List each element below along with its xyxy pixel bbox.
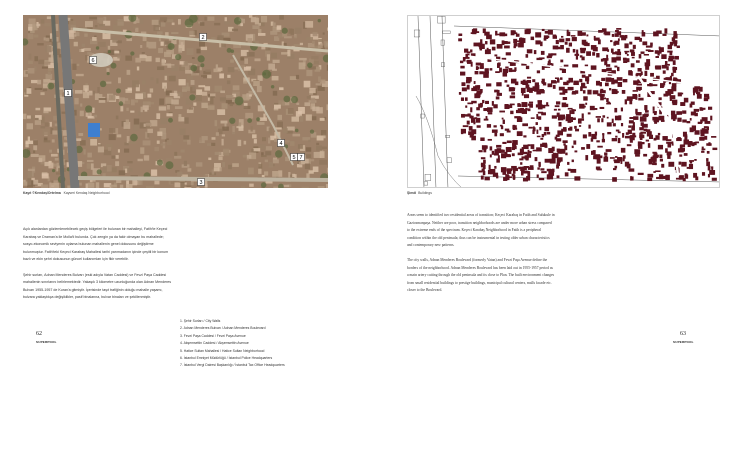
- legend-item: 4. Akşemsettin Caddesi / Akşemsettin Avenue: [180, 341, 249, 346]
- map-legend: [180, 318, 340, 370]
- running-head-right: SUPERPOOL: [673, 340, 694, 344]
- map-marker-7: [298, 154, 305, 162]
- svg-text:3: 3: [199, 180, 203, 186]
- right-page: [367, 0, 735, 459]
- legend-item: 3. Fevzi Paşa Caddesi / Fevzi Paşa Avenue: [180, 333, 246, 338]
- running-head-left: SUPERPOOL: [36, 340, 57, 344]
- map-marker-6: [90, 57, 97, 65]
- svg-text:4: 4: [279, 141, 283, 147]
- map-marker-2: [200, 34, 207, 42]
- plan-caption: [407, 191, 432, 195]
- legend-item: 6. İstanbul Emniyet Müdürlüğü / İstanbul Police Headquarters: [180, 356, 273, 361]
- left-page: [0, 0, 367, 459]
- svg-text:5: 5: [292, 155, 296, 161]
- photo-caption-text: Kayseri Kendaş Neighborhood: [63, 191, 110, 195]
- map-marker-3: [198, 179, 205, 187]
- legend-item: 2. Adnan Menderes Bulvarı / Adnan Menderes Boulevard: [180, 326, 266, 331]
- turkish-paragraph-2: Şehir surları, Adnan Menderes Bulvarı (eski adıyla Vatan Caddesi) ve Fevzi Paşa Caddesi mahallenin sınırlarını belirlemektedir. Yakaşık 3 kilometre uzunluğunda olan Adnan Menderes Bulvarı 1955-1957 de Kuran'a gitmiştir. İçerisinde taşıt trafiğinin olduğu mahalle yaşamı, bulvara yaklaştıkça değişiklikler, pasif binalarına, bulvar binaları ve şekillenmiştir.: [23, 272, 172, 300]
- page-number-right: 63: [680, 331, 686, 337]
- plan-caption-text: Buildings: [418, 191, 432, 195]
- figure-ground-plan: [407, 15, 720, 188]
- legend-item: 7. İstanbul Vergi Dairesi Başkanlığı / İstanbul Tax Office Headquarters: [180, 363, 285, 368]
- svg-text:2: 2: [201, 35, 205, 41]
- english-paragraph-1: Areas seem to identified two residential areas of transition; Keçeci Karabaş in Fatih and Sulukule in Gaziosmanpaşa. Neither are poor, transition neighborhoods are under more urban stress compared to the extreme ends of the spectrum. Keçeci Karabaş Neighborhood in Fatih is a peripheral condition within the old peninsula; thus can be instrumental in testing older urban characteristics and contemporary new patterns.: [407, 213, 555, 247]
- map-marker-4: [278, 140, 285, 148]
- photo-caption: [23, 191, 110, 195]
- turkish-paragraph-1: Açık alanlardan gözlemlenebilecek geçiş bölgeleri ile bulunan bir mahalleyi, Fatih'te Keçeci Karabaş ve Draman'a ile Molla'ti bulunda. Çok zengin ya da fakir olmayan bu mahallede; sosyo-ekonomik seviyenin oylama bulunan mahallenin genel dokusunu değiştirme bulunmuştur. Fatih'teki Keçeci Karabaş Mahallesi tarihi yarımadanın içinde çeşitli bir konum bazlı ve ekin şehri dokusunun güncel kullanımları için fikir verebilir.: [23, 227, 169, 262]
- turkish-body-text: [23, 226, 173, 310]
- english-paragraph-2: The city walls, Adnan Menderes Boulevard (formerly Vatan) and Fevzi Paşa Avenue define the borders of the neighborhood. Adnan Menderes Boulevard has been laid out in 1955-1957 period as a main artery cutting through the old peninsula and its close to Plan. The built environment changes from small residential buildings to prestige buildings, municipal cultural centers, malls facade etc. closer to the Boulevard.: [407, 258, 555, 292]
- svg-text:1: 1: [66, 91, 70, 97]
- plan-caption-bold: Şimdi: [407, 191, 417, 195]
- page-number-left: 62: [36, 331, 42, 337]
- legend-item: 1. Şehir Surları / City Walls: [180, 319, 221, 323]
- photo-caption-credit: Kayıt ©Kendaş/Ortelma: [23, 191, 61, 195]
- svg-text:6: 6: [91, 58, 95, 64]
- map-marker-5: [291, 154, 298, 162]
- aerial-photo: [23, 15, 328, 188]
- map-marker-1: [65, 90, 72, 98]
- legend-item: 5. Hatice Sultan Mahallesi / Hatice Sultan Neighborhood: [180, 348, 265, 353]
- svg-text:7: 7: [299, 155, 303, 161]
- english-body-text: [407, 212, 555, 302]
